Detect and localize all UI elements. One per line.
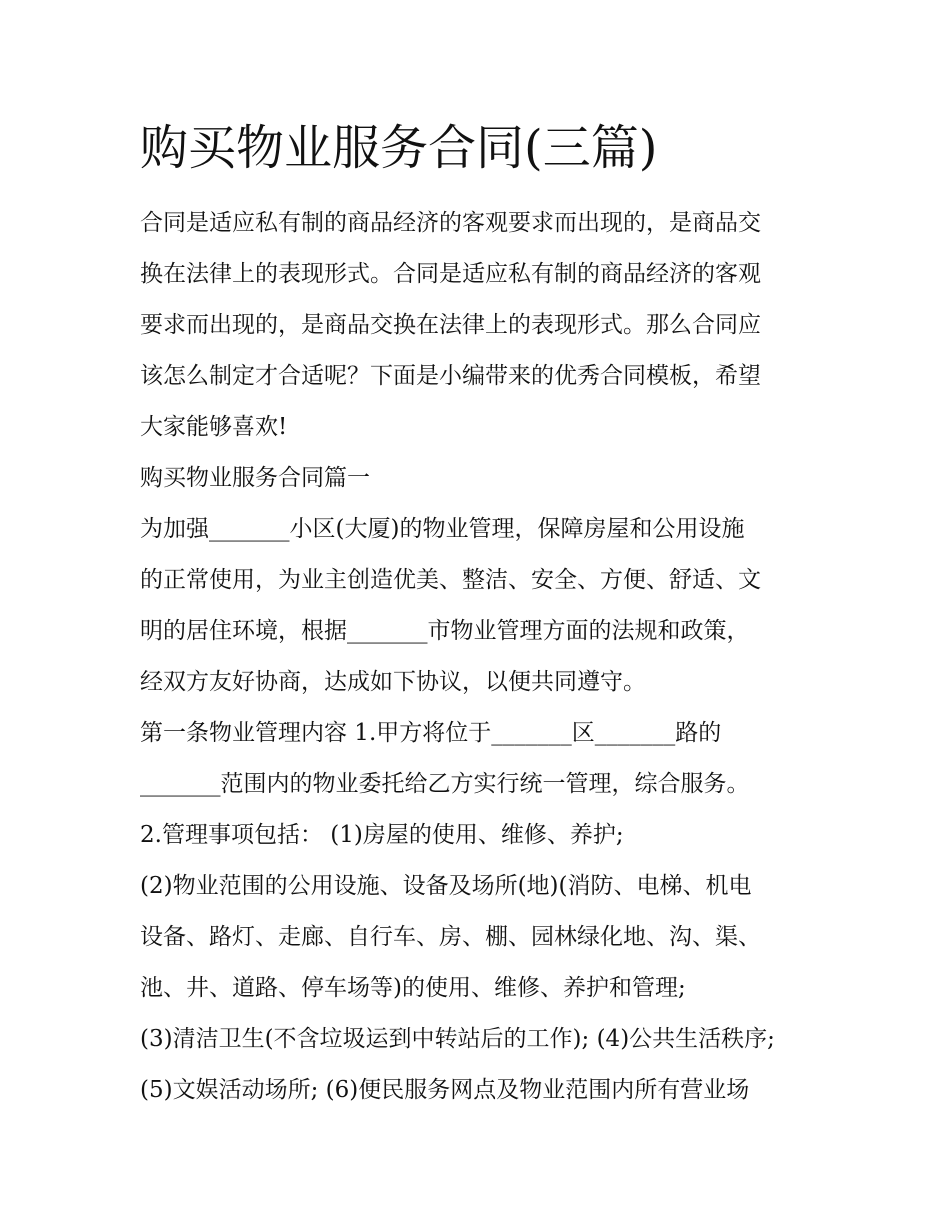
paragraph-line: 换在法律上的表现形式。合同是适应私有制的商品经济的客观 [140,261,761,287]
paragraph-line: 为加强_______小区(大厦)的物业管理，保障房屋和公用设施 [140,516,745,542]
paragraph-line: 明的居住环境，根据_______市物业管理方面的法规和政策， [140,618,750,644]
paragraph-line: 的正常使用，为业主创造优美、整洁、安全、方便、舒适、文 [140,567,761,593]
paragraph-line: 该怎么制定才合适呢？下面是小编带来的优秀合同模板，希望 [140,363,761,389]
paragraph-line: _______范围内的物业委托给乙方实行统一管理，综合服务。 [140,771,750,797]
paragraph-line: 合同是适应私有制的商品经济的客观要求而出现的，是商品交 [140,210,761,236]
paragraph-line: 第一条物业管理内容 1.甲方将位于_______区_______路的 [140,720,722,746]
section-heading: 购买物业服务合同篇一 [140,465,370,491]
paragraph-line: (5)文娱活动场所; (6)便民服务网点及物业范围内所有营业场 [140,1077,750,1103]
paragraph-line: (2)物业范围的公用设施、设备及场所(地)(消防、电梯、机电 [140,873,752,899]
paragraph-line: 2.管理事项包括： (1)房屋的使用、维修、养护; [140,822,624,848]
paragraph-line: 大家能够喜欢! [140,414,288,440]
paragraph-line: (3)清洁卫生(不含垃圾运到中转站后的工作); (4)公共生活秩序; [140,1026,775,1052]
document-title: 购买物业服务合同(三篇) [140,120,658,176]
paragraph-line: 设备、路灯、走廊、自行车、房、棚、园林绿化地、沟、渠、 [140,924,761,950]
paragraph-line: 要求而出现的，是商品交换在法律上的表现形式。那么合同应 [140,312,761,338]
paragraph-line: 经双方友好协商，达成如下协议，以便共同遵守。 [140,669,646,695]
paragraph-line: 池、井、道路、停车场等)的使用、维修、养护和管理; [140,975,686,1001]
